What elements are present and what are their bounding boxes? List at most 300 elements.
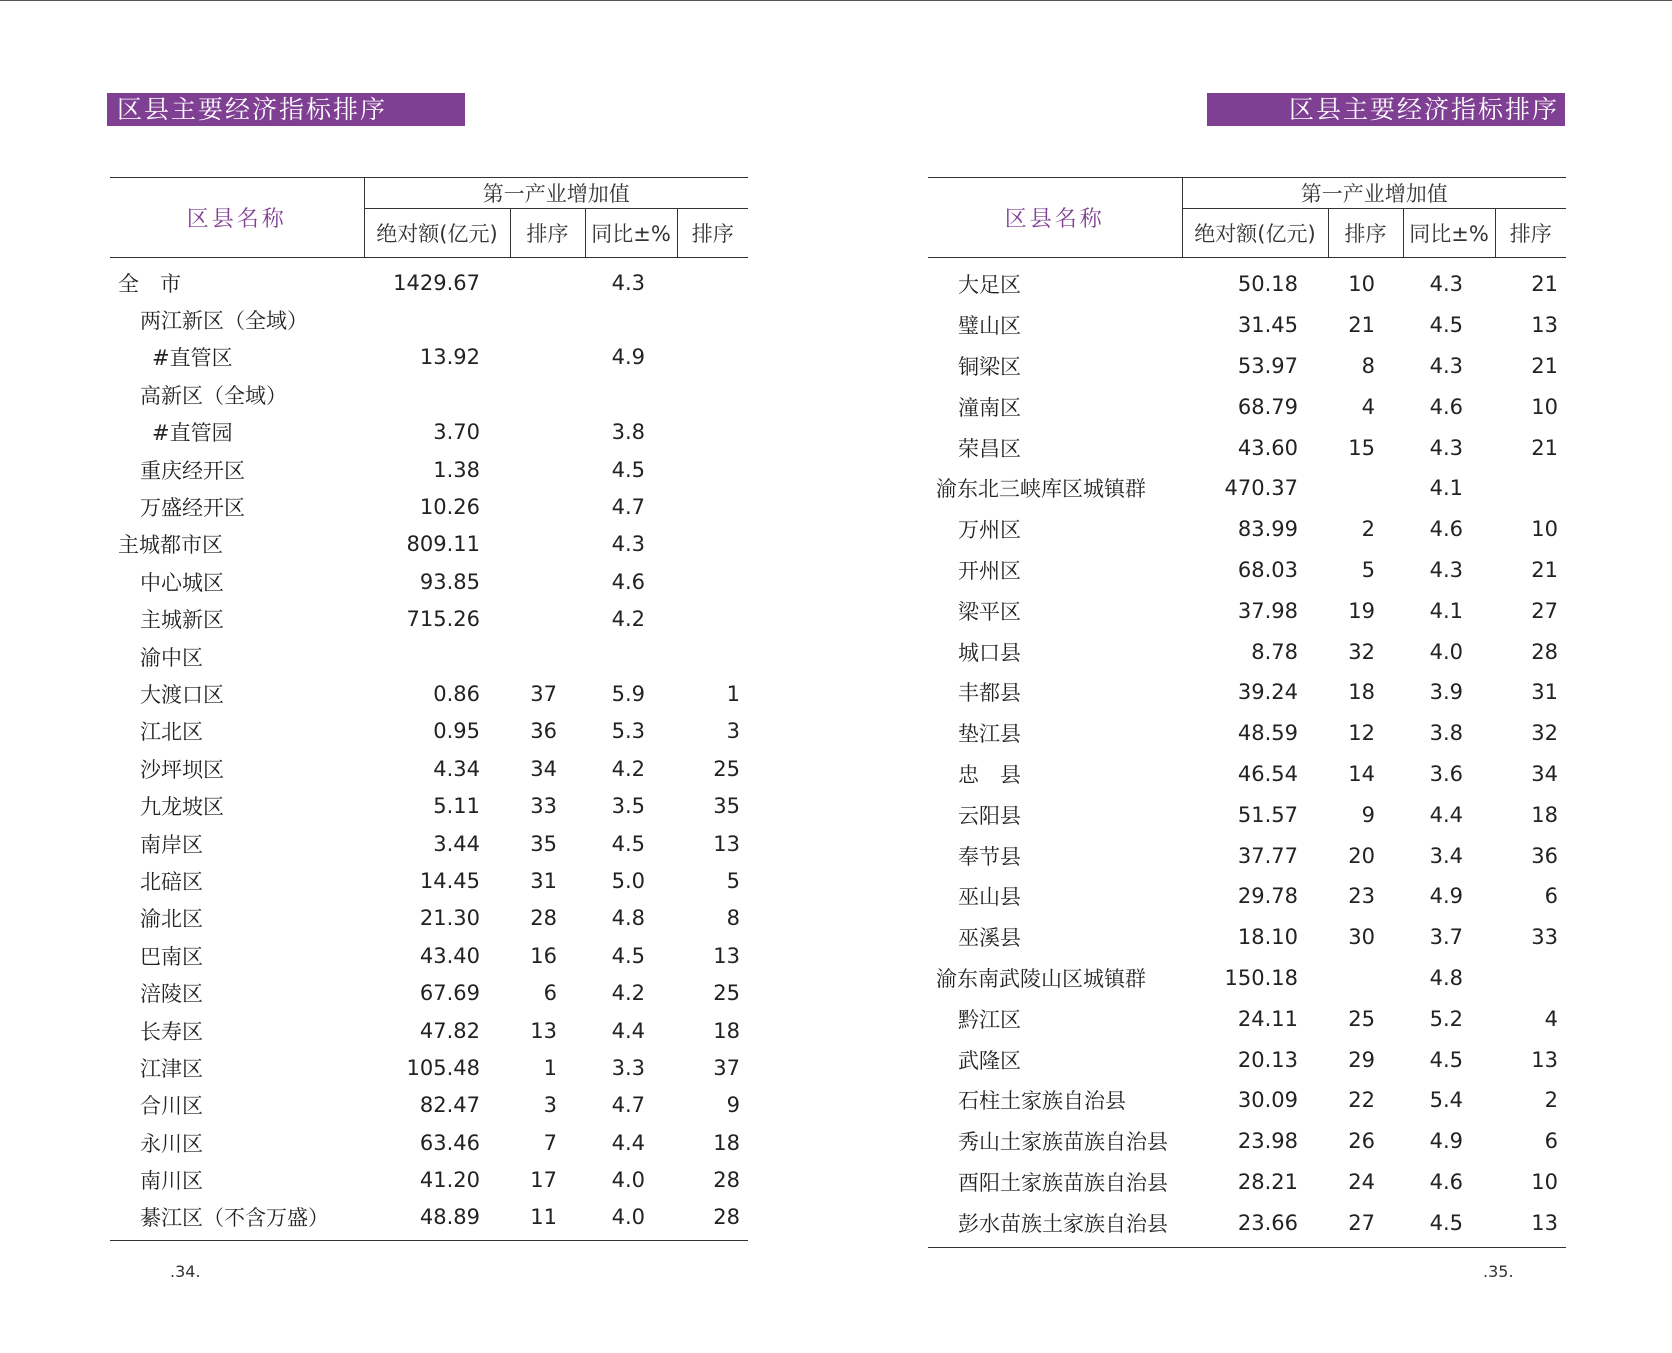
- rank-cell: 13: [530, 1018, 557, 1043]
- yoy-rank-cell: 13: [713, 943, 740, 968]
- yoy-cell: 4.4: [611, 1130, 645, 1155]
- table-row: [110, 825, 748, 862]
- rank-cell: 25: [1348, 1006, 1375, 1031]
- yoy-rank-cell: 10: [1531, 394, 1558, 419]
- absolute-value-cell: 23.66: [1182, 1202, 1328, 1247]
- yoy-rank-cell: 13: [1495, 1202, 1566, 1247]
- absolute-value-cell: 48.59: [1237, 721, 1298, 746]
- yoy-cell: 3.9: [1429, 680, 1463, 705]
- table-row: [928, 1080, 1566, 1121]
- district-name-cell: 秀山土家族苗族自治县: [958, 1130, 1168, 1155]
- table-row: [928, 509, 1566, 550]
- left-page: [110, 0, 750, 1353]
- absolute-value-cell: 63.46: [419, 1130, 480, 1155]
- rank-cell: 26: [1348, 1129, 1375, 1154]
- rank-cell: 19: [1348, 598, 1375, 623]
- yoy-rank-cell: 18: [713, 1018, 740, 1043]
- yoy-rank-cell: [1495, 958, 1566, 999]
- absolute-value-cell: 5.11: [433, 794, 480, 819]
- yoy-cell: 4.9: [1429, 884, 1463, 909]
- absolute-value-cell: 41.20: [419, 1168, 480, 1193]
- district-name-cell: 高新区（全域）: [140, 383, 287, 408]
- yoy-cell: 4.7: [611, 495, 645, 520]
- yoy-cell: 4.3: [611, 270, 645, 295]
- absolute-value-cell: 68.79: [1237, 394, 1298, 419]
- table-row: [928, 1039, 1566, 1080]
- table-row: [928, 590, 1566, 631]
- table-row: [928, 713, 1566, 754]
- district-name-cell: 合川区: [140, 1094, 203, 1119]
- primary-industry-header: 第一产业增加值: [1182, 178, 1566, 209]
- table-row: [110, 713, 748, 750]
- yoy-rank-cell: 21: [1531, 557, 1558, 582]
- rank-cell: 28: [530, 906, 557, 931]
- rank-cell: 3: [543, 1093, 557, 1118]
- district-name-cell: #直管区: [152, 346, 233, 371]
- table-row: [110, 638, 748, 675]
- rank-cell: 22: [1348, 1088, 1375, 1113]
- yoy-cell: 4.9: [1429, 1129, 1463, 1154]
- table-row: [110, 787, 748, 824]
- yoy-rank-cell: 28: [1531, 639, 1558, 664]
- absolute-value-cell: 28.21: [1237, 1169, 1298, 1194]
- rank-cell: 35: [530, 831, 557, 856]
- district-name-cell: 彭水苗族土家族自治县: [928, 1202, 1182, 1247]
- district-name-cell: 大渡口区: [140, 682, 224, 707]
- col-absolute-value: 绝对额(亿元): [1182, 209, 1328, 258]
- absolute-value-cell: 53.97: [1237, 353, 1298, 378]
- indicator-table: [110, 177, 748, 1241]
- rank-cell: 17: [530, 1168, 557, 1193]
- page-number: .35.: [1483, 1262, 1514, 1281]
- table-row: [928, 427, 1566, 468]
- absolute-value-cell: 43.40: [419, 943, 480, 968]
- rank-cell: 37: [530, 681, 557, 706]
- rank-cell: [510, 414, 585, 451]
- yoy-cell: 4.2: [611, 756, 645, 781]
- table-row: [110, 414, 748, 451]
- district-name-cell: 渝北区: [140, 907, 203, 932]
- district-name-cell: 重庆经开区: [140, 458, 245, 483]
- district-name-cell: 武隆区: [958, 1048, 1021, 1073]
- table-row: [928, 346, 1566, 387]
- yoy-rank-cell: 18: [1531, 802, 1558, 827]
- yoy-cell: [585, 301, 677, 338]
- col-absolute-value: 绝对额(亿元): [364, 209, 510, 258]
- rank-cell: 11: [510, 1199, 585, 1241]
- absolute-value-cell: 43.60: [1237, 435, 1298, 460]
- yoy-rank-cell: 34: [1531, 761, 1558, 786]
- absolute-value-cell: 470.37: [1224, 476, 1298, 501]
- table-row: [110, 301, 748, 338]
- yoy-rank-cell: 28: [713, 1168, 740, 1193]
- yoy-cell: 4.2: [611, 607, 645, 632]
- yoy-rank-cell: 36: [1531, 843, 1558, 868]
- table-row: [928, 672, 1566, 713]
- district-name-cell: 大足区: [958, 273, 1021, 298]
- district-name-cell: 永川区: [140, 1131, 203, 1156]
- yoy-rank-cell: 1: [726, 681, 740, 706]
- absolute-value-cell: 809.11: [406, 532, 480, 557]
- table-row: [928, 386, 1566, 427]
- yoy-rank-cell: 28: [677, 1199, 748, 1241]
- yoy-rank-cell: [677, 301, 748, 338]
- table-row: [110, 526, 748, 563]
- yoy-cell: 3.5: [611, 794, 645, 819]
- district-name-cell: 沙坪坝区: [140, 757, 224, 782]
- rank-cell: 34: [530, 756, 557, 781]
- district-name-cell: 中心城区: [140, 570, 224, 595]
- absolute-value-cell: 29.78: [1237, 884, 1298, 909]
- absolute-value-cell: 67.69: [419, 981, 480, 1006]
- district-name-cell: 石柱土家族自治县: [958, 1089, 1126, 1114]
- yoy-rank-cell: 33: [1531, 925, 1558, 950]
- table-row: [110, 601, 748, 638]
- district-name-cell: 南川区: [140, 1169, 203, 1194]
- district-name-cell: 万盛经开区: [140, 496, 245, 521]
- district-name-cell: 主城都市区: [118, 533, 223, 558]
- page-number: .34.: [170, 1262, 201, 1281]
- table-body: [928, 258, 1566, 1248]
- rank-cell: 15: [1348, 435, 1375, 460]
- yoy-rank-cell: 10: [1531, 1169, 1558, 1194]
- yoy-cell: 4.3: [1429, 557, 1463, 582]
- rank-cell: 20: [1348, 843, 1375, 868]
- absolute-value-cell: 51.57: [1237, 802, 1298, 827]
- rank-cell: [510, 376, 585, 413]
- rank-cell: 2: [1361, 517, 1375, 542]
- yoy-rank-cell: 32: [1531, 721, 1558, 746]
- yoy-cell: 4.5: [611, 457, 645, 482]
- district-name-cell: 渝东南武陵山区城镇群: [936, 966, 1146, 991]
- absolute-value-cell: 105.48: [406, 1055, 480, 1080]
- district-name-header: 区县名称: [110, 178, 364, 258]
- table-body: [110, 258, 748, 1241]
- table-row: [928, 958, 1566, 999]
- col-yoy: 同比±%: [585, 209, 677, 258]
- absolute-value-cell: 715.26: [406, 607, 480, 632]
- table-row: [928, 1162, 1566, 1203]
- rank-cell: 29: [1348, 1047, 1375, 1072]
- rank-cell: [510, 258, 585, 302]
- table-row: [110, 258, 748, 302]
- rank-cell: [510, 601, 585, 638]
- table-row: [110, 862, 748, 899]
- rank-cell: 14: [1348, 761, 1375, 786]
- table-row: [928, 835, 1566, 876]
- rank-cell: [510, 339, 585, 376]
- table-row: [110, 1087, 748, 1124]
- yoy-rank-cell: 6: [1544, 884, 1558, 909]
- table-row: [110, 376, 748, 413]
- district-name-cell: 江津区: [140, 1056, 203, 1081]
- absolute-value-cell: 83.99: [1237, 517, 1298, 542]
- district-name-cell: 铜梁区: [958, 354, 1021, 379]
- yoy-rank-cell: [1495, 468, 1566, 509]
- yoy-rank-cell: 37: [713, 1055, 740, 1080]
- district-name-cell: 主城新区: [140, 608, 224, 633]
- yoy-rank-cell: 5: [726, 868, 740, 893]
- col-yoy: 同比±%: [1403, 209, 1495, 258]
- table-row: [110, 675, 748, 712]
- table-row: [110, 1012, 748, 1049]
- district-name-cell: 垫江县: [958, 722, 1021, 747]
- rank-cell: 24: [1348, 1169, 1375, 1194]
- district-name-cell: #直管园: [152, 421, 233, 446]
- table-row: [110, 451, 748, 488]
- yoy-cell: 5.0: [611, 868, 645, 893]
- absolute-value-cell: 18.10: [1237, 925, 1298, 950]
- district-name-cell: 南岸区: [140, 832, 203, 857]
- district-name-cell: 渝中区: [140, 645, 203, 670]
- yoy-cell: 4.3: [1429, 272, 1463, 297]
- rank-cell: 21: [1348, 313, 1375, 338]
- yoy-cell: 4.6: [1429, 517, 1463, 542]
- yoy-rank-cell: [677, 339, 748, 376]
- district-name-cell: 巫溪县: [958, 926, 1021, 951]
- absolute-value-cell: [364, 638, 510, 675]
- table-row: [928, 1202, 1566, 1247]
- absolute-value-cell: 3.70: [433, 420, 480, 445]
- district-name-cell: 潼南区: [958, 395, 1021, 420]
- absolute-value-cell: 46.54: [1237, 761, 1298, 786]
- yoy-rank-cell: [677, 376, 748, 413]
- rank-cell: 4: [1361, 394, 1375, 419]
- rank-cell: [1328, 958, 1403, 999]
- yoy-rank-cell: 21: [1531, 353, 1558, 378]
- yoy-cell: 3.7: [1429, 925, 1463, 950]
- yoy-cell: [585, 638, 677, 675]
- absolute-value-cell: [364, 301, 510, 338]
- rank-cell: [510, 488, 585, 525]
- absolute-value-cell: 10.26: [419, 495, 480, 520]
- rank-cell: 36: [530, 719, 557, 744]
- absolute-value-cell: 1429.67: [393, 270, 480, 295]
- district-name-cell: 璧山区: [958, 314, 1021, 339]
- table-row: [928, 631, 1566, 672]
- yoy-cell: 4.5: [1429, 1047, 1463, 1072]
- yoy-cell: 4.0: [1429, 639, 1463, 664]
- rank-cell: [1328, 468, 1403, 509]
- absolute-value-cell: 82.47: [419, 1093, 480, 1118]
- yoy-rank-cell: 35: [713, 794, 740, 819]
- yoy-rank-cell: [677, 451, 748, 488]
- table-row: [928, 794, 1566, 835]
- yoy-rank-cell: 8: [726, 906, 740, 931]
- absolute-value-cell: 0.95: [433, 719, 480, 744]
- table-row: [928, 876, 1566, 917]
- rank-cell: 18: [1348, 680, 1375, 705]
- rank-cell: 23: [1348, 884, 1375, 909]
- table-row: [110, 1124, 748, 1161]
- absolute-value-cell: 37.77: [1237, 843, 1298, 868]
- primary-industry-header: 第一产业增加值: [364, 178, 748, 209]
- yoy-rank-cell: [677, 414, 748, 451]
- district-name-cell: 万州区: [958, 518, 1021, 543]
- table-row: [110, 937, 748, 974]
- absolute-value-cell: 0.86: [433, 681, 480, 706]
- district-name-cell: 黔江区: [958, 1007, 1021, 1032]
- absolute-value-cell: 50.18: [1237, 272, 1298, 297]
- district-name-cell: 奉节县: [958, 844, 1021, 869]
- district-name-cell: 城口县: [958, 640, 1021, 665]
- yoy-cell: 5.9: [611, 681, 645, 706]
- yoy-cell: 5.2: [1429, 1006, 1463, 1031]
- yoy-rank-cell: 27: [1531, 598, 1558, 623]
- table-row: [928, 258, 1566, 305]
- district-name-cell: 忠 县: [958, 762, 1021, 787]
- table-row: [928, 468, 1566, 509]
- yoy-rank-cell: 25: [713, 981, 740, 1006]
- absolute-value-cell: 14.45: [419, 868, 480, 893]
- absolute-value-cell: 24.11: [1237, 1006, 1298, 1031]
- yoy-cell: 5.4: [1429, 1088, 1463, 1113]
- col-yoy-rank: 排序: [677, 209, 748, 258]
- table-row: [110, 750, 748, 787]
- table-row: [928, 1121, 1566, 1162]
- rank-cell: [510, 638, 585, 675]
- yoy-cell: 4.4: [611, 1018, 645, 1043]
- yoy-rank-cell: 6: [1544, 1129, 1558, 1154]
- absolute-value-cell: 93.85: [419, 569, 480, 594]
- absolute-value-cell: 31.45: [1237, 313, 1298, 338]
- yoy-rank-cell: 4: [1544, 1006, 1558, 1031]
- yoy-rank-cell: 21: [1531, 435, 1558, 460]
- yoy-cell: 3.4: [1429, 843, 1463, 868]
- district-name-cell: 长寿区: [140, 1019, 203, 1044]
- rank-cell: 30: [1348, 925, 1375, 950]
- district-name-cell: 荣昌区: [958, 436, 1021, 461]
- yoy-cell: 4.5: [1403, 1202, 1495, 1247]
- rank-cell: 5: [1361, 557, 1375, 582]
- col-rank: 排序: [1328, 209, 1403, 258]
- table-row: [110, 900, 748, 937]
- district-name-cell: 云阳县: [958, 803, 1021, 828]
- table-row: [110, 1049, 748, 1086]
- rank-cell: 1: [543, 1055, 557, 1080]
- yoy-rank-cell: 13: [713, 831, 740, 856]
- yoy-cell: 4.2: [611, 981, 645, 1006]
- table-row: [110, 339, 748, 376]
- yoy-cell: 4.6: [1429, 1169, 1463, 1194]
- district-name-cell: 綦江区（不含万盛）: [110, 1199, 364, 1241]
- yoy-cell: [585, 376, 677, 413]
- yoy-cell: 4.7: [611, 1093, 645, 1118]
- yoy-cell: 3.3: [611, 1055, 645, 1080]
- yoy-cell: 4.5: [611, 943, 645, 968]
- absolute-value-cell: 4.34: [433, 756, 480, 781]
- section-banner: 区县主要经济指标排序: [1207, 93, 1565, 126]
- absolute-value-cell: 1.38: [433, 457, 480, 482]
- table-row: [110, 974, 748, 1011]
- yoy-cell: 4.3: [1429, 353, 1463, 378]
- yoy-cell: 4.1: [1429, 476, 1463, 501]
- yoy-cell: 4.6: [611, 569, 645, 594]
- rank-cell: 12: [1348, 721, 1375, 746]
- yoy-cell: 4.8: [611, 906, 645, 931]
- absolute-value-cell: 21.30: [419, 906, 480, 931]
- rank-cell: [510, 526, 585, 563]
- district-name-header: 区县名称: [928, 178, 1182, 258]
- col-yoy-rank: 排序: [1495, 209, 1566, 258]
- district-name-cell: 开州区: [958, 558, 1021, 583]
- district-name-cell: 全 市: [118, 271, 181, 296]
- absolute-value-cell: 20.13: [1237, 1047, 1298, 1072]
- table-row: [928, 550, 1566, 591]
- rank-cell: 32: [1348, 639, 1375, 664]
- table-row: [110, 563, 748, 600]
- yoy-cell: 4.5: [1429, 313, 1463, 338]
- absolute-value-cell: 13.92: [419, 345, 480, 370]
- table-row: [928, 305, 1566, 346]
- absolute-value-cell: 48.89: [364, 1199, 510, 1241]
- yoy-rank-cell: 9: [726, 1093, 740, 1118]
- yoy-cell: 4.1: [1429, 598, 1463, 623]
- yoy-cell: 4.8: [1429, 965, 1463, 990]
- yoy-rank-cell: [677, 488, 748, 525]
- table-row: [928, 754, 1566, 795]
- district-name-cell: 渝东北三峡库区城镇群: [936, 477, 1146, 502]
- right-page: [928, 0, 1568, 1353]
- district-name-cell: 巫山县: [958, 885, 1021, 910]
- rank-cell: 8: [1361, 353, 1375, 378]
- rank-cell: 27: [1328, 1202, 1403, 1247]
- col-rank: 排序: [510, 209, 585, 258]
- district-name-cell: 涪陵区: [140, 982, 203, 1007]
- yoy-cell: 4.0: [611, 1168, 645, 1193]
- rank-cell: 9: [1361, 802, 1375, 827]
- yoy-cell: 3.6: [1429, 761, 1463, 786]
- yoy-cell: 3.8: [611, 420, 645, 445]
- yoy-cell: 4.0: [585, 1199, 677, 1241]
- rank-cell: 33: [530, 794, 557, 819]
- district-name-cell: 巴南区: [140, 944, 203, 969]
- yoy-cell: 4.3: [1429, 435, 1463, 460]
- section-banner: 区县主要经济指标排序: [107, 93, 465, 126]
- rank-cell: 7: [543, 1130, 557, 1155]
- absolute-value-cell: 37.98: [1237, 598, 1298, 623]
- rank-cell: [510, 563, 585, 600]
- table-row: [110, 488, 748, 525]
- yoy-rank-cell: [677, 563, 748, 600]
- yoy-rank-cell: 3: [726, 719, 740, 744]
- absolute-value-cell: 8.78: [1251, 639, 1298, 664]
- yoy-cell: 4.6: [1429, 394, 1463, 419]
- yoy-rank-cell: [677, 526, 748, 563]
- yoy-cell: 4.5: [611, 831, 645, 856]
- yoy-cell: 4.9: [611, 345, 645, 370]
- table-row: [928, 998, 1566, 1039]
- absolute-value-cell: [364, 376, 510, 413]
- yoy-rank-cell: [677, 601, 748, 638]
- district-name-cell: 江北区: [140, 720, 203, 745]
- district-name-cell: 两江新区（全域）: [140, 309, 308, 334]
- absolute-value-cell: 47.82: [419, 1018, 480, 1043]
- yoy-cell: 5.3: [611, 719, 645, 744]
- absolute-value-cell: 23.98: [1237, 1129, 1298, 1154]
- yoy-rank-cell: 13: [1531, 313, 1558, 338]
- absolute-value-cell: 39.24: [1237, 680, 1298, 705]
- table-row: [928, 917, 1566, 958]
- rank-cell: 10: [1348, 272, 1375, 297]
- absolute-value-cell: 68.03: [1237, 557, 1298, 582]
- yoy-rank-cell: [677, 638, 748, 675]
- yoy-rank-cell: 21: [1531, 272, 1558, 297]
- yoy-rank-cell: [677, 258, 748, 302]
- table-row: [110, 1199, 748, 1241]
- yoy-rank-cell: 31: [1531, 680, 1558, 705]
- rank-cell: [510, 451, 585, 488]
